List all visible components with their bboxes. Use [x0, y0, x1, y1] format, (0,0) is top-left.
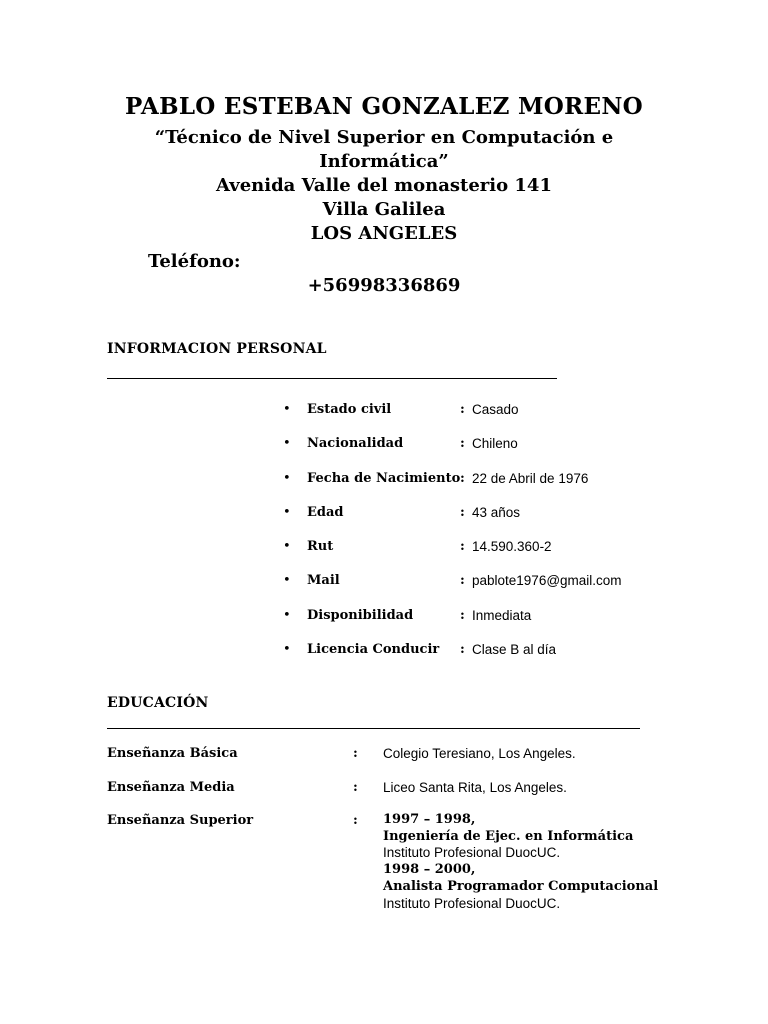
personal-info-label: Rut	[307, 539, 334, 555]
education-heading: EDUCACIÓN	[107, 695, 209, 711]
separator: :	[353, 746, 358, 761]
personal-info-value: Chileno	[472, 436, 518, 452]
personal-info-item	[283, 537, 703, 571]
address-line-2: Villa Galilea	[322, 199, 446, 220]
phone-label: Teléfono:	[148, 251, 241, 272]
personal-info-label: Nacionalidad	[307, 436, 404, 452]
professional-title: “Técnico de Nivel Superior en Computación e Informática”	[154, 127, 614, 172]
bullet-icon: •	[283, 573, 291, 589]
separator: :	[460, 504, 465, 520]
bullet-icon: •	[283, 504, 291, 520]
resume-header	[0, 92, 768, 246]
separator: :	[460, 436, 465, 452]
separator: :	[460, 539, 465, 555]
degree-name: Ingeniería de Ejec. en Informática	[383, 828, 634, 844]
personal-info-list	[283, 400, 703, 674]
personal-info-item	[283, 469, 703, 503]
personal-info-item	[283, 503, 703, 537]
bullet-icon: •	[283, 402, 291, 417]
higher-education-entries	[383, 812, 658, 912]
personal-info-value: 22 de Abril de 1976	[472, 470, 589, 486]
institution-text: Colegio Teresiano, Los Angeles.	[383, 746, 576, 761]
personal-info-label: Fecha de Nacimiento	[307, 470, 461, 486]
education-divider	[107, 728, 640, 729]
institution-text: Instituto Profesional DuocUC.	[383, 895, 561, 911]
personal-info-item	[283, 606, 703, 640]
institution-text: Instituto Profesional DuocUC.	[383, 845, 561, 861]
education-level: Enseñanza Superior	[107, 813, 254, 828]
full-name: PABLO ESTEBAN GONZALEZ MORENO	[125, 93, 643, 120]
personal-info-value: Inmediata	[472, 607, 532, 623]
separator: :	[460, 573, 465, 589]
separator: :	[460, 642, 465, 658]
separator: :	[460, 607, 465, 623]
personal-info-label: Licencia Conducir	[307, 642, 440, 658]
personal-info-item	[283, 434, 703, 468]
bullet-icon: •	[283, 436, 291, 452]
personal-info-value: 43 años	[472, 504, 521, 520]
bullet-icon: •	[283, 539, 291, 555]
study-years: 1997 – 1998,	[383, 812, 476, 827]
personal-info-heading: INFORMACION PERSONAL	[107, 341, 327, 357]
personal-info-value: Casado	[472, 402, 519, 417]
separator: :	[353, 780, 358, 795]
education-institution	[383, 745, 576, 763]
education-institution	[383, 779, 567, 797]
institution-text: Liceo Santa Rita, Los Angeles.	[383, 780, 567, 795]
email-value: pablote1976@gmail.com	[472, 573, 622, 589]
education-level: Enseñanza Básica	[107, 746, 238, 761]
city: LOS ANGELES	[310, 223, 458, 244]
personal-info-value: Clase B al día	[472, 642, 557, 658]
separator: :	[353, 813, 358, 828]
separator: :	[460, 402, 465, 417]
address-line-1: Avenida Valle del monasterio 141	[216, 175, 552, 196]
personal-info-label: Mail	[307, 573, 340, 589]
personal-info-item	[283, 640, 703, 674]
degree-name: Analista Programador Computacional	[383, 878, 659, 894]
personal-info-label: Disponibilidad	[307, 607, 414, 623]
phone-number: +56998336869	[307, 275, 461, 296]
personal-info-label: Estado civil	[307, 402, 392, 417]
education-level: Enseñanza Media	[107, 780, 235, 795]
personal-info-divider	[107, 378, 557, 379]
bullet-icon: •	[283, 470, 291, 486]
personal-info-item	[283, 400, 703, 434]
bullet-icon: •	[283, 607, 291, 623]
personal-info-label: Edad	[307, 504, 344, 520]
bullet-icon: •	[283, 642, 291, 658]
personal-info-value: 14.590.360-2	[472, 539, 552, 555]
personal-info-item	[283, 571, 703, 605]
separator: :	[460, 470, 465, 486]
study-years: 1998 – 2000,	[383, 862, 476, 878]
